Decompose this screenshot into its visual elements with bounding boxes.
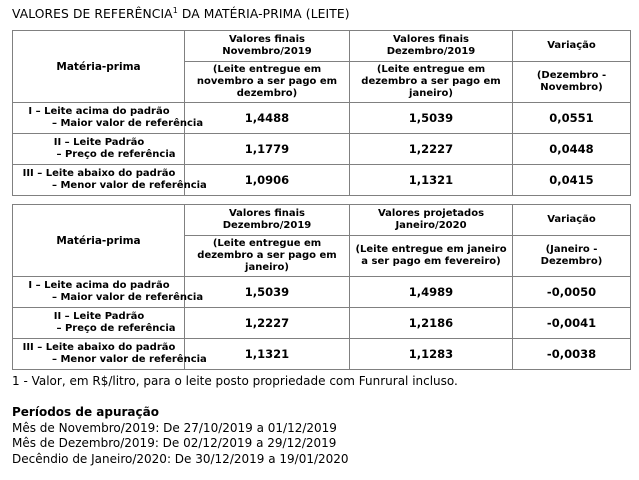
row-label-line2: – Menor valor de referência [52,354,207,365]
row-label [13,165,207,196]
row-label-line1: I – Leite acima do padrão [28,280,170,291]
header-col3-line2: Dezembro/2019 [386,46,476,57]
header-col2-line2: Novembro/2019 [222,46,312,57]
page-title-prefix: VALORES DE REFERÊNCIA [12,7,173,21]
header-col2-line1: Valores finais [228,208,306,219]
cell-value-november: 1,1779 [185,134,350,165]
periods-heading: Períodos de apuração [12,405,159,419]
row-label [13,308,185,339]
row-label [13,277,204,308]
row-label [13,339,207,370]
table-header-row-top [13,205,631,236]
header-col3-description: (Leite entregue em janeiro a ser pago em fevereiro) [350,236,513,277]
header-col2-line2: Dezembro/2019 [222,220,312,231]
header-col3-line2: Janeiro/2020 [395,220,467,231]
header-col2-description: (Leite entregue em novembro a ser pago em dezembro) [185,62,350,103]
cell-value-variation: -0,0038 [513,339,631,370]
header-col3-description: (Leite entregue em dezembro a ser pago em janeiro) [350,62,513,103]
table-row [13,134,631,165]
cell-value-november: 1,4488 [185,103,350,134]
header-col3-line1: Valores finais [392,34,470,45]
cell-value-variation: -0,0041 [513,308,631,339]
periods-section [12,405,349,467]
row-label-line2: – Menor valor de referência [52,180,207,191]
header-materia-prima: Matéria-prima [13,205,185,277]
header-col2-period [185,205,350,236]
row-label-line2: – Maior valor de referência [52,292,204,303]
header-col3-line1: Valores projetados [377,208,485,219]
header-materia-prima: Matéria-prima [13,31,185,103]
header-col2-description: (Leite entregue em dezembro a ser pago em janeiro) [185,236,350,277]
table-row [13,165,631,196]
header-col3-period [350,205,513,236]
cell-value-december: 1,5039 [350,103,513,134]
table-row [13,277,631,308]
cell-value-december: 1,2227 [350,134,513,165]
period-line-november: Mês de Novembro/2019: De 27/10/2019 a 01/12/2019 [12,420,337,435]
cell-value-variation: 0,0551 [513,103,631,134]
header-col4-description: (Dezembro - Novembro) [513,62,631,103]
cell-value-november: 1,0906 [185,165,350,196]
row-label-line1: II – Leite Padrão [53,311,145,322]
row-label [13,103,204,134]
cell-value-variation: 0,0448 [513,134,631,165]
cell-value-january: 1,4989 [350,277,513,308]
table-row [13,103,631,134]
row-label-line1: II – Leite Padrão [53,137,145,148]
table-row [13,308,631,339]
header-col3-period [350,31,513,62]
cell-value-january: 1,2186 [350,308,513,339]
row-label-line2: – Preço de referência [56,323,176,334]
cell-value-december: 1,1321 [185,339,350,370]
cell-value-december: 1,2227 [185,308,350,339]
row-label-line2: – Maior valor de referência [52,118,204,129]
header-col4-description: (Janeiro - Dezembro) [513,236,631,277]
reference-values-table-november-december [12,30,631,196]
header-col2-period [185,31,350,62]
period-line-december: Mês de Dezembro/2019: De 02/12/2019 a 29/12/2019 [12,436,337,450]
cell-value-december: 1,1321 [350,165,513,196]
cell-value-variation: 0,0415 [513,165,631,196]
header-col4-variation: Variação [513,31,631,62]
cell-value-december: 1,5039 [185,277,350,308]
reference-values-table-december-january [12,204,631,370]
cell-value-january: 1,1283 [350,339,513,370]
page-title-suffix: DA MATÉRIA-PRIMA (LEITE) [177,7,350,21]
period-line-january: Decêndio de Janeiro/2020: De 30/12/2019 a 19/01/2020 [12,451,349,466]
header-col2-line1: Valores finais [228,34,306,45]
row-label-line1: III – Leite abaixo do padrão [22,168,176,179]
cell-value-variation: -0,0050 [513,277,631,308]
table-row [13,339,631,370]
table-header-row-top [13,31,631,62]
row-label-line2: – Preço de referência [56,149,176,160]
footnote-text: 1 - Valor, em R$/litro, para o leite posto propriedade com Funrural incluso. [12,374,458,388]
page-title-footnote-marker: 1 [172,5,178,15]
header-col4-variation: Variação [513,205,631,236]
page-title [12,7,350,21]
row-label-line1: I – Leite acima do padrão [28,106,170,117]
row-label-line1: III – Leite abaixo do padrão [22,342,176,353]
row-label [13,134,185,165]
